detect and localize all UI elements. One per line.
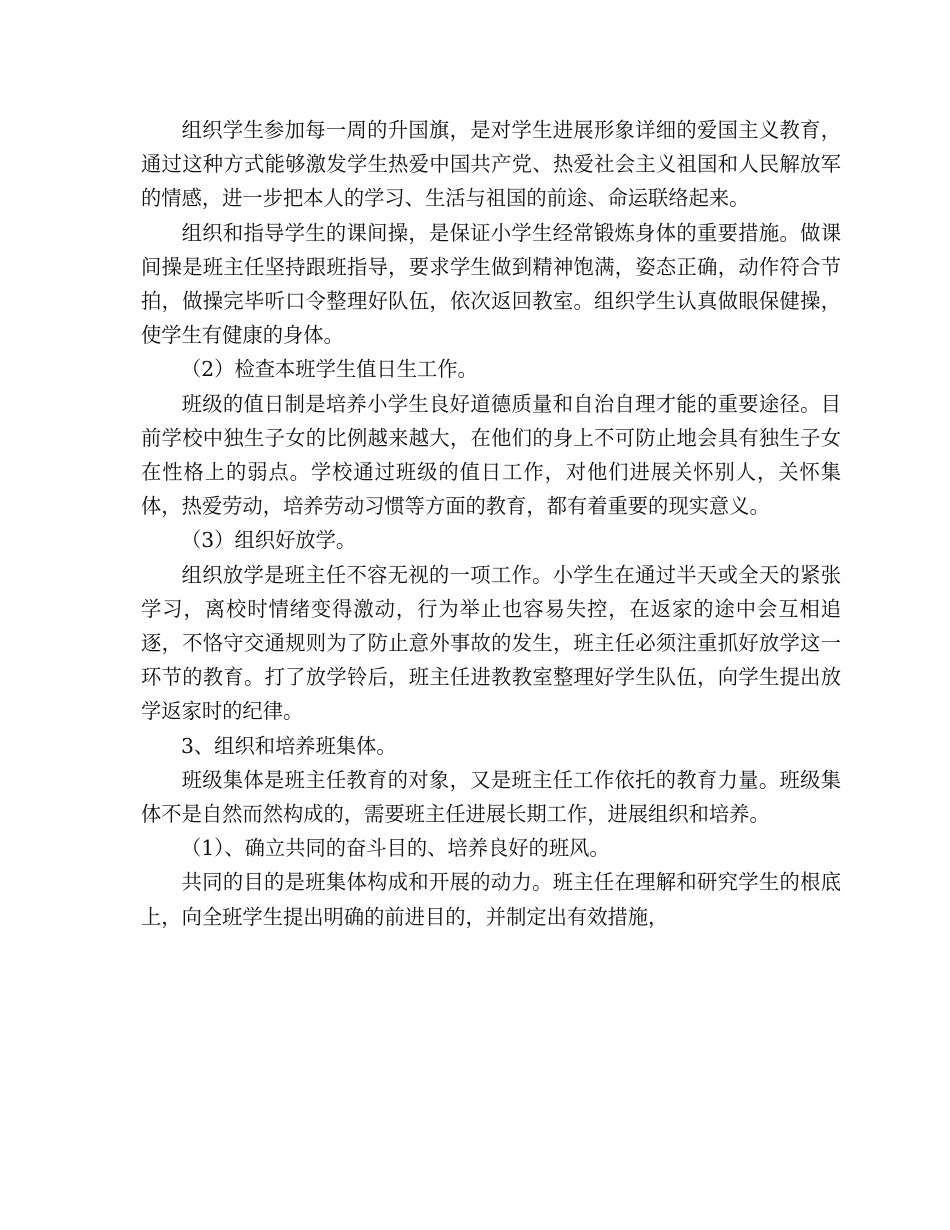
heading-duty-check: （2）检查本班学生值日生工作。 — [181, 357, 478, 382]
paragraph-morning-exercise: 组织和指导学生的课间操，是保证小学生经常锻炼身体的重要措施。做课间操是班主任坚持跟班指导，要求学生做到精神饱满，姿态正确，动作符合节拍，做操完毕听口令整理好队伍，依次返回教室。组织学生认真做眼保健操，使学生有健康的身体。 — [141, 220, 841, 348]
paragraph-common-goal: 共同的目的是班集体构成和开展的动力。班主任在理解和研究学生的根底上，向全班学生提出明确的前进目的，并制定出有效措施， — [141, 870, 841, 929]
paragraph-duty-system: 班级的值日制是培养小学生良好道德质量和自治自理才能的重要途径。目前学校中独生子女的比例越来越大，在他们的身上不可防止地会具有独生子女在性格上的弱点。学校通过班级的值日工作，对他们进展关怀别人，关怀集体，热爱劳动，培养劳动习惯等方面的教育，都有着重要的现实意义。 — [141, 391, 841, 519]
paragraph-flag-ceremony: 组织学生参加每一周的升国旗，是对学生进展形象详细的爱国主义教育，通过这种方式能够激发学生热爱中国共产党、热爱社会主义祖国和人民解放军的情感，进一步把本人的学习、生活与祖国的前途、命运联络起来。 — [141, 118, 841, 211]
heading-dismissal: （3）组织好放学。 — [181, 528, 357, 553]
document-body — [141, 113, 841, 934]
heading-class-collective: 3、组织和培养班集体。 — [181, 733, 397, 758]
paragraph-class-collective: 班级集体是班主任教育的对象，又是班主任工作依托的教育力量。班级集体不是自然而然构成的，需要班主任进展长期工作，进展组织和培养。 — [141, 767, 841, 827]
paragraph-dismissal: 组织放学是班主任不容无视的一项工作。小学生在通过半天或全天的紧张学习，离校时情绪变得激动，行为举止也容易失控，在返家的途中会互相追逐，不恪守交通规则为了防止意外事故的发生，班主任必须注重抓好放学这一环节的教育。打了放学铃后，班主任进教教室整理好学生队伍，向学生提出放学返家时的纪律。 — [141, 562, 841, 724]
heading-common-goal: （1）、确立共同的奋斗目的、培养良好的班风。 — [181, 836, 610, 861]
